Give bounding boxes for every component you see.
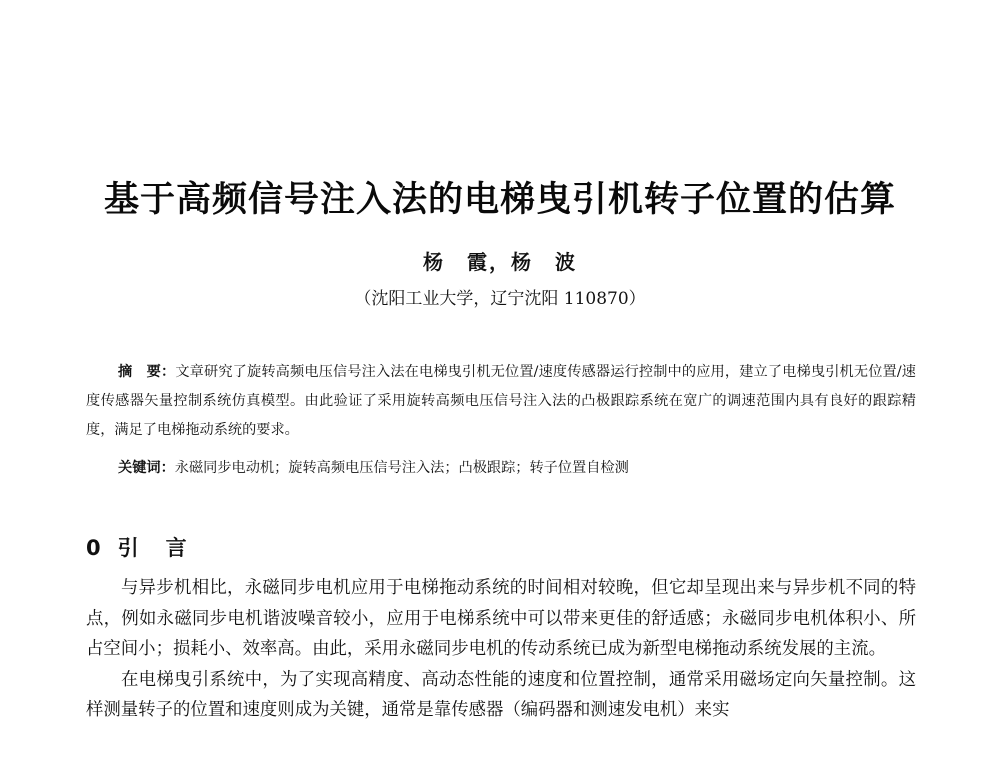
- section-title: 引 言: [117, 536, 190, 560]
- body-paragraph: 与异步机相比，永磁同步电机应用于电梯拖动系统的时间相对较晚，但它却呈现出来与异步机不同的特点，例如永磁同步电机谐波噪音较小，应用于电梯系统中可以带来更佳的舒适感；永磁同步电机体积小、所占空间小；损耗小、效率高。由此，采用永磁同步电机的传动系统已成为新型电梯拖动系统发展的主流。: [86, 578, 916, 659]
- section-heading: [86, 532, 190, 562]
- paper-affiliation: （沈阳工业大学，辽宁沈阳 110870）: [354, 289, 646, 309]
- abstract: [86, 358, 916, 445]
- keywords-label: 关键词：: [118, 460, 175, 476]
- abstract-label: 摘 要：: [118, 364, 176, 380]
- body-paragraph: 在电梯曳引系统中，为了实现高精度、高动态性能的速度和位置控制，通常采用磁场定向矢量控制。这样测量转子的位置和速度则成为关键，通常是靠传感器（编码器和测速发电机）来实: [86, 669, 916, 720]
- keywords-text: 永磁同步电动机；旋转高频电压信号注入法；凸极跟踪；转子位置自检测: [174, 460, 629, 476]
- abstract-text: 文章研究了旋转高频电压信号注入法在电梯曳引机无位置/速度传感器运行控制中的应用，建立了电梯曳引机无位置/速度传感器矢量控制系统仿真模型。由此验证了采用旋转高频电压信号注入法的凸极跟踪系统在宽广的调速范围内具有良好的跟踪精度，满足了电梯拖动系统的要求。: [86, 364, 916, 438]
- paper-title: 基于高频信号注入法的电梯曳引机转子位置的估算: [103, 180, 896, 220]
- body-text: [86, 573, 916, 726]
- keywords: [118, 455, 918, 481]
- paper-authors: 杨 霞，杨 波: [423, 250, 577, 274]
- section-number: 0: [86, 536, 104, 560]
